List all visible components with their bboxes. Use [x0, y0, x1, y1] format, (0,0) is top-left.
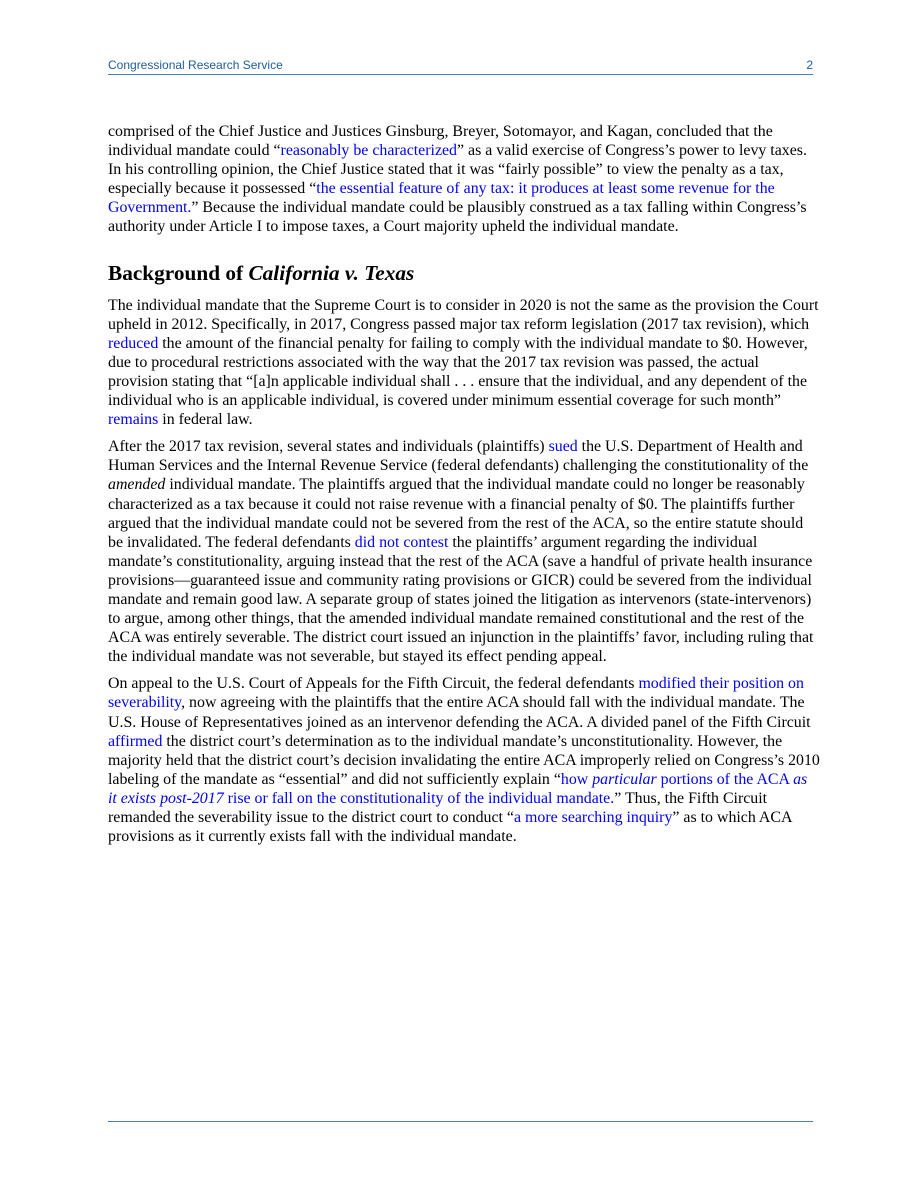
- paragraph-2017-revision: [108, 296, 820, 430]
- text: the plaintiffs’ argument regarding the individual mandate’s constitutionality, arguing instead that the rest of the ACA (save a handful of private health insurance provisions—guaranteed issue and community rating provisions or GICR) could be severed from the individual mandate and remain good law. A separate group of states joined the litigation as intervenors (state-intervenors) to argue, among other things, that the amended individual mandate remained constitutional and the rest of the ACA was entirely severable. The district court issued an injunction in the plaintiffs’ favor, including ruling that the individual mandate was not severable, but stayed its effect pending appeal.: [108, 533, 814, 666]
- link-sued[interactable]: sued: [548, 438, 578, 456]
- link-affirmed[interactable]: affirmed: [108, 732, 163, 750]
- text: the amount of the financial penalty for failing to comply with the individual mandate to $0. However, due to procedural restrictions associated with the way that the 2017 tax revision was passed, the actual provision stating that “[a]n applicable individual shall . . . ensure that the individual, and any dependent of the individual who is an applicable individual, is covered under minimum essential coverage for such month”: [108, 334, 808, 410]
- link-reasonably-characterized[interactable]: reasonably be characterized: [280, 142, 457, 160]
- page-header: [108, 58, 813, 75]
- document-body: [108, 122, 820, 854]
- heading-case-name: California v. Texas: [248, 260, 415, 285]
- text: ” Because the individual mandate could be plausibly construed as a tax falling within Congress’s authority under Article I to impose taxes, a Court majority upheld the individual mandate.: [108, 199, 807, 236]
- link-text: how: [560, 770, 593, 788]
- link-text-italic: particular: [592, 770, 657, 788]
- text: in federal law.: [158, 411, 253, 429]
- text: ” Thus, the Fifth Circuit remanded the severability issue to the district court to conduct “: [108, 789, 768, 826]
- link-reduced[interactable]: reduced: [108, 334, 159, 352]
- link-more-searching-inquiry[interactable]: a more searching inquiry: [513, 809, 673, 826]
- footer-divider: [108, 1121, 813, 1122]
- text: the U.S. Department of Health and Human Services and the Internal Revenue Service (federal defendants) challenging the constitutionality of the: [108, 438, 809, 475]
- heading-prefix: Background of: [108, 260, 249, 285]
- paragraph-opinion: [108, 122, 820, 237]
- link-did-not-contest[interactable]: did not contest: [354, 533, 449, 551]
- text: On appeal to the U.S. Court of Appeals for the Fifth Circuit, the federal defendants: [108, 675, 639, 693]
- text: The individual mandate that the Supreme Court is to consider in 2020 is not the same as the provision the Court upheld in 2012. Specifically, in 2017, Congress passed major tax reform legislation (2017 tax revision), which: [108, 296, 819, 333]
- section-heading: [108, 260, 820, 286]
- link-essential-feature-tax[interactable]: the essential feature of any tax: it produces at least some revenue for the Government.: [108, 180, 775, 217]
- page-number: 2: [806, 58, 813, 72]
- link-text: rise or fall on the constitutionality of the individual mandate.: [223, 789, 615, 807]
- header-source: Congressional Research Service: [108, 58, 283, 72]
- text: , now agreeing with the plaintiffs that the entire ACA should fall with the individual mandate. The U.S. House of Representatives joined as an intervenor defending the ACA. A divided panel of the Fifth Circuit: [108, 694, 811, 731]
- text: comprised of the Chief Justice and Justices Ginsburg, Breyer, Sotomayor, and Kagan, concluded that the individual mandate could “: [108, 123, 773, 160]
- paragraph-district-court: [108, 437, 820, 666]
- text: ” as to which ACA provisions as it currently exists fall with the individual mandate.: [108, 809, 792, 846]
- text: After the 2017 tax revision, several states and individuals (plaintiffs): [108, 438, 549, 456]
- link-text: portions of the ACA: [656, 770, 794, 788]
- link-text-italic: as it exists post-2017: [108, 770, 808, 807]
- link-remains[interactable]: remains: [108, 411, 159, 429]
- text: individual mandate. The plaintiffs argued that the individual mandate could no longer be reasonably characterized as a tax because it could not raise revenue with a financial penalty of $0. The plaintiffs further argued that the individual mandate could not be severed from the rest of the ACA, so the entire statute should be invalidated. The federal defendants: [108, 476, 805, 551]
- emphasis-amended: amended: [108, 476, 166, 494]
- text: ” as a valid exercise of Congress’s power to levy taxes. In his controlling opinion, the Chief Justice stated that it was “fairly possible” to view the penalty as a tax, especially because it possessed “: [108, 142, 807, 198]
- text: the district court’s determination as to the individual mandate’s unconstitutionality. However, the majority held that the district court’s decision invalidating the entire ACA improperly relied on Congress’s 2010 labeling of the mandate as “essential” and did not sufficiently explain “: [108, 732, 820, 788]
- link-modified-position[interactable]: modified their position on severability: [108, 675, 804, 712]
- paragraph-fifth-circuit: [108, 674, 820, 846]
